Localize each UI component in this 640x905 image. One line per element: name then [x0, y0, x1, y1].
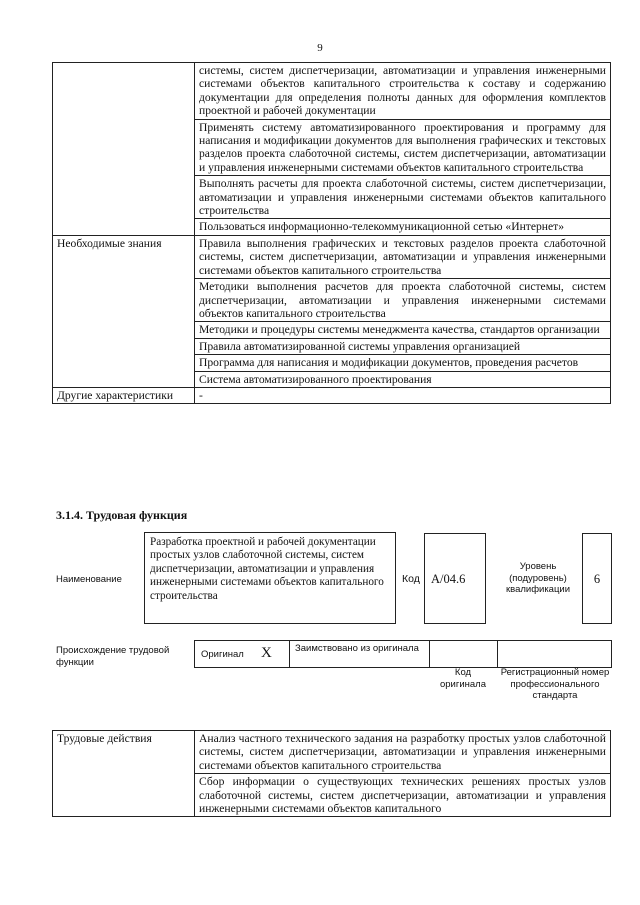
origin-label: Происхождение трудовой функции	[56, 645, 170, 668]
table-cell: Правила автоматизированной системы управления организацией	[195, 338, 611, 354]
original-mark: X	[261, 645, 272, 661]
page-number: 9	[317, 42, 323, 54]
reg-caption: Регистрационный номер профессионального стандарта	[500, 667, 610, 701]
code-label: Код	[402, 573, 420, 585]
borrowed-label: Заимствовано из оригинала	[295, 643, 419, 654]
table-cell: Применять систему автоматизированного проектирования и программу для написания и модификации документов для выполнения графических и текстовых разделов проекта слаботочной системы, систем диспетчеризации, автоматизации и управления инженерными системами объектов капитального строительства	[195, 119, 611, 176]
row-label: Трудовые действия	[53, 731, 195, 817]
table-cell: Методики и процедуры системы менеджмента качества, стандартов организации	[195, 322, 611, 338]
original-label: Оригинал	[201, 649, 244, 660]
divider	[429, 641, 430, 668]
table-cell: -	[195, 387, 611, 403]
level-value-box: 6	[582, 533, 612, 624]
table-cell: Выполнять расчеты для проекта слаботочной системы, систем диспетчеризации, автоматизации и управления инженерными системами объектов капитального строительства	[195, 176, 611, 219]
table-cell: Сбор информации о существующих технических решениях простых узлов слаботочной системы, систем диспетчеризации, автоматизации и управления инженерными системами объектов капитального	[195, 774, 611, 817]
code-value-box: А/04.6	[424, 533, 486, 624]
table-row	[53, 731, 611, 774]
table-cell: системы, систем диспетчеризации, автоматизации и управления инженерными системами объектов капитального строительства к составу и содержанию документации для определения полноты данных для оформления комплектов проектной и рабочей документации	[195, 63, 611, 120]
table-row	[53, 235, 611, 278]
table-cell: Пользоваться информационно-телекоммуникационной сетью «Интернет»	[195, 219, 611, 235]
name-label: Наименование	[56, 574, 122, 585]
table-cell: Программа для написания и модификации документов, проведения расчетов	[195, 355, 611, 371]
skills-knowledge-table	[52, 62, 611, 404]
row-label	[53, 63, 195, 236]
table-cell: Методики выполнения расчетов для проекта слаботочной системы, систем диспетчеризации, автоматизации и управления инженерными системами объектов капитального строительства	[195, 279, 611, 322]
table-cell: Система автоматизированного проектирования	[195, 371, 611, 387]
labor-actions-table	[52, 730, 611, 817]
row-label: Необходимые знания	[53, 235, 195, 387]
section-heading: 3.1.4. Трудовая функция	[56, 508, 188, 522]
origin-row	[194, 640, 612, 668]
divider	[289, 641, 290, 668]
level-label: Уровень (подуровень) квалификации	[505, 561, 571, 595]
table-row	[53, 63, 611, 120]
divider	[497, 641, 498, 668]
table-cell: Анализ частного технического задания на разработку простых узлов слаботочной системы, систем диспетчеризации, автоматизации и управления инженерными системами объектов капитального строительства	[195, 731, 611, 774]
function-name-box: Разработка проектной и рабочей документации простых узлов слаботочной системы, систем диспетчеризации, автоматизации и управления инженерными системами объектов капитального строительства	[144, 532, 396, 624]
table-cell: Правила выполнения графических и текстовых разделов проекта слаботочной системы, систем диспетчеризации, автоматизации и управления инженерными системами объектов капитального строительства	[195, 235, 611, 278]
row-label: Другие характеристики	[53, 387, 195, 403]
code-caption: Код оригинала	[439, 667, 486, 690]
table-row	[53, 387, 611, 403]
